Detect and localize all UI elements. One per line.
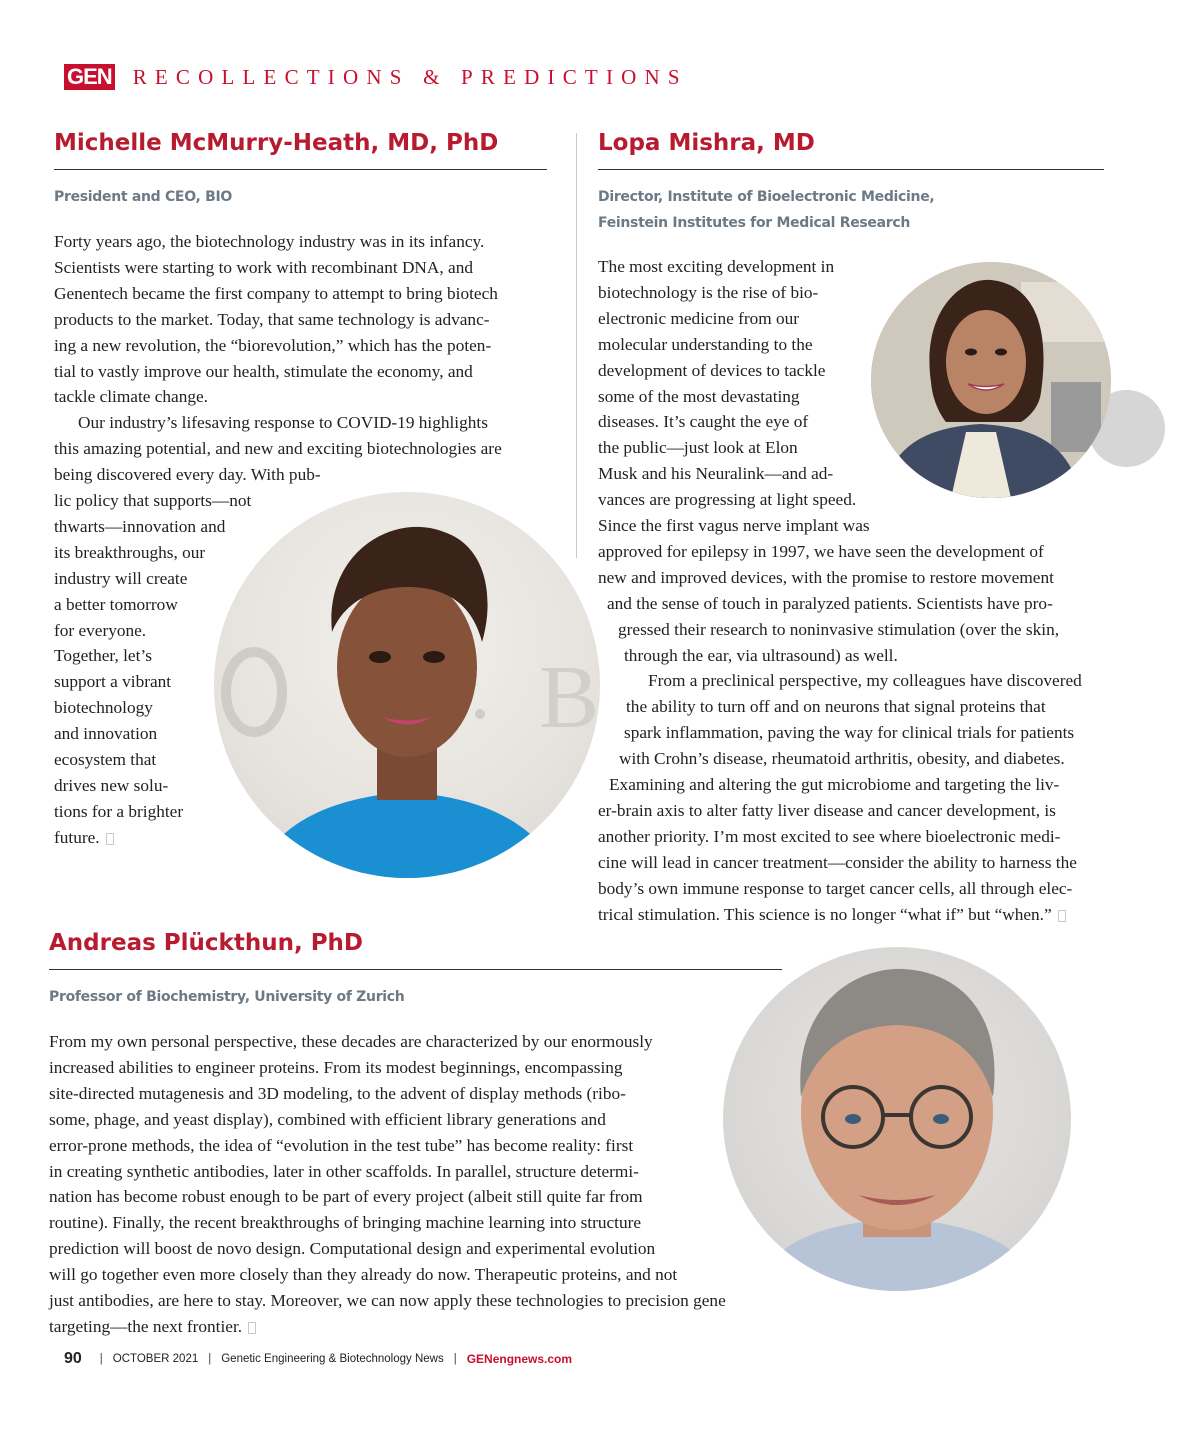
body-line: body’s own immune response to target cancer cells, all through elec- [598, 878, 1073, 898]
body-line: approved for epilepsy in 1997, we have seen the development of [598, 541, 1044, 561]
end-mark-icon [248, 1322, 256, 1334]
page-footer [64, 1348, 572, 1370]
issue-date: OCTOBER 2021 [112, 1353, 199, 1365]
body-line: tackle climate change. [54, 387, 209, 407]
portrait-lopa [871, 262, 1111, 498]
body-line: From a preclinical perspective, my colleagues have discovered [648, 671, 1082, 691]
body-line: electronic medicine from our [598, 308, 800, 328]
body-line: From my own personal perspective, these decades are characterized by our enormously [49, 1032, 653, 1051]
portrait-michelle-image [214, 492, 600, 878]
body-line: The most exciting development in [598, 257, 835, 276]
body-line: a better tomorrow [54, 594, 178, 614]
body-line: increased abilities to engineer proteins. From its modest beginnings, encompassing [49, 1057, 623, 1077]
body-line: er-brain axis to alter fatty liver disease and cancer development, is [598, 800, 1056, 820]
author-name-andreas: Andreas Plückthun, PhD [49, 930, 364, 956]
body-line: and the sense of touch in paralyzed patients. Scientists have pro- [607, 593, 1053, 613]
end-mark-icon [106, 833, 114, 845]
body-line: some, phage, and yeast display), combined with efficient library generations and [49, 1109, 606, 1129]
body-line: new and improved devices, with the promise to restore movement [598, 567, 1054, 587]
body-line: lic policy that supports—not [54, 491, 252, 510]
body-line: future. [54, 825, 114, 851]
body-line: products to the market. Today, that same technology is advanc- [54, 309, 490, 329]
body-line: and innovation [54, 724, 158, 744]
body-line: tions for a brighter [54, 801, 184, 821]
portrait-michelle [214, 492, 600, 878]
body-line: Examining and altering the gut microbiome and targeting the liv- [609, 775, 1060, 794]
body-line: Genentech became the first company to attempt to bring biotech [54, 283, 498, 303]
body-line: in creating synthetic antibodies, later in other scaffolds. In parallel, structure determi- [49, 1161, 639, 1181]
body-line: biotechnology is the rise of bio- [598, 282, 819, 302]
body-line: molecular understanding to the [598, 334, 813, 354]
body-line: trical stimulation. This science is no longer “what if” but “when.” [598, 902, 1066, 928]
body-line: this amazing potential, and new and exciting biotechnologies are [54, 439, 502, 459]
body-line: nation has become robust enough to be part of every project (albeit still quite far from [49, 1187, 643, 1207]
body-line: ing a new revolution, the “biorevolution,” which has the poten- [54, 335, 492, 355]
body-line: diseases. It’s caught the eye of [598, 412, 809, 432]
footer-separator: | [208, 1353, 212, 1365]
body-line: spark inflammation, paving the way for clinical trials for patients [624, 723, 1075, 743]
body-line: site-directed mutagenesis and 3D modeling, to the advent of display methods (ribo- [49, 1083, 626, 1103]
body-line: gressed their research to noninvasive stimulation (over the skin, [618, 619, 1060, 639]
portrait-lopa-image [871, 262, 1111, 498]
body-line: drives new solu- [54, 775, 169, 795]
footer-separator: | [453, 1353, 457, 1365]
body-line: cine will lead in cancer treatment—consider the ability to harness the [598, 852, 1077, 872]
body-line: the public—just look at Elon [598, 438, 798, 458]
section-title: RECOLLECTIONS & PREDICTIONS [132, 64, 688, 89]
author-role-andreas: Professor of Biochemistry, University of Zurich [49, 989, 405, 1005]
author-role-lopa-line1: Director, Institute of Bioelectronic Medicine, [598, 189, 935, 205]
body-line: targeting—the next frontier. [49, 1314, 256, 1340]
portrait-andreas [723, 947, 1071, 1291]
body-line: the ability to turn off and on neurons that signal proteins that [626, 697, 1046, 717]
body-line: Since the first vagus nerve implant was [598, 516, 870, 535]
author-rule-andreas [49, 969, 782, 970]
footer-separator: | [99, 1353, 103, 1365]
body-line: tial to vastly improve our health, stimulate the economy, and [54, 361, 473, 381]
body-line: Scientists were starting to work with recombinant DNA, and [54, 257, 473, 277]
page-number: 90 [64, 1350, 82, 1367]
body-line: thwarts—innovation and [54, 516, 226, 536]
body-line: biotechnology [54, 698, 153, 718]
body-line: Our industry’s lifesaving response to COVID-19 highlights [78, 413, 488, 433]
portrait-andreas-image [723, 947, 1071, 1291]
body-line: industry will create [54, 568, 188, 588]
site-link[interactable]: GENengnews.com [466, 1352, 573, 1366]
author-name-lopa: Lopa Mishra, MD [598, 130, 815, 156]
body-line: prediction will boost de novo design. Computational design and experimental evolution [49, 1239, 656, 1259]
author-rule-lopa [598, 169, 1104, 170]
body-line: through the ear, via ultrasound) as well. [624, 645, 898, 665]
body-line: just antibodies, are here to stay. Moreover, we can now apply these technologies to precision gene [49, 1291, 726, 1310]
gen-logo: GEN [64, 64, 115, 90]
body-line: its breakthroughs, our [54, 542, 206, 562]
page-header [64, 62, 688, 92]
publication-name: Genetic Engineering & Biotechnology News [221, 1353, 444, 1365]
body-line: will go together even more closely than they already do now. Therapeutic proteins, and not [49, 1265, 678, 1285]
body-line: error-prone methods, the idea of “evolution in the test tube” has become reality: first [49, 1135, 634, 1155]
column-divider [576, 133, 577, 558]
author-name-michelle: Michelle McMurry-Heath, MD, PhD [54, 130, 499, 156]
body-line: Musk and his Neuralink—and ad- [598, 464, 834, 484]
svg-text:B: B [539, 648, 600, 747]
body-line: another priority. I’m most excited to see where bioelectronic medi- [598, 826, 1061, 846]
body-line: Forty years ago, the biotechnology industry was in its infancy. [54, 232, 485, 251]
body-line: development of devices to tackle [598, 360, 826, 380]
author-rule-michelle [54, 169, 547, 170]
body-line: with Crohn’s disease, rheumatoid arthritis, obesity, and diabetes. [619, 749, 1065, 769]
body-line: being discovered every day. With pub- [54, 465, 321, 485]
body-line: ecosystem that [54, 750, 157, 769]
author-role-michelle: President and CEO, BIO [54, 189, 232, 205]
body-line: Together, let’s [54, 646, 152, 666]
body-line: some of the most devastating [598, 386, 800, 406]
body-line: support a vibrant [54, 672, 172, 692]
body-line: vances are progressing at light speed. [598, 490, 857, 510]
body-line: for everyone. [54, 620, 147, 640]
author-role-lopa-line2: Feinstein Institutes for Medical Research [598, 215, 911, 231]
end-mark-icon [1058, 910, 1066, 922]
body-line: routine). Finally, the recent breakthroughs of bringing machine learning into structure [49, 1213, 642, 1233]
